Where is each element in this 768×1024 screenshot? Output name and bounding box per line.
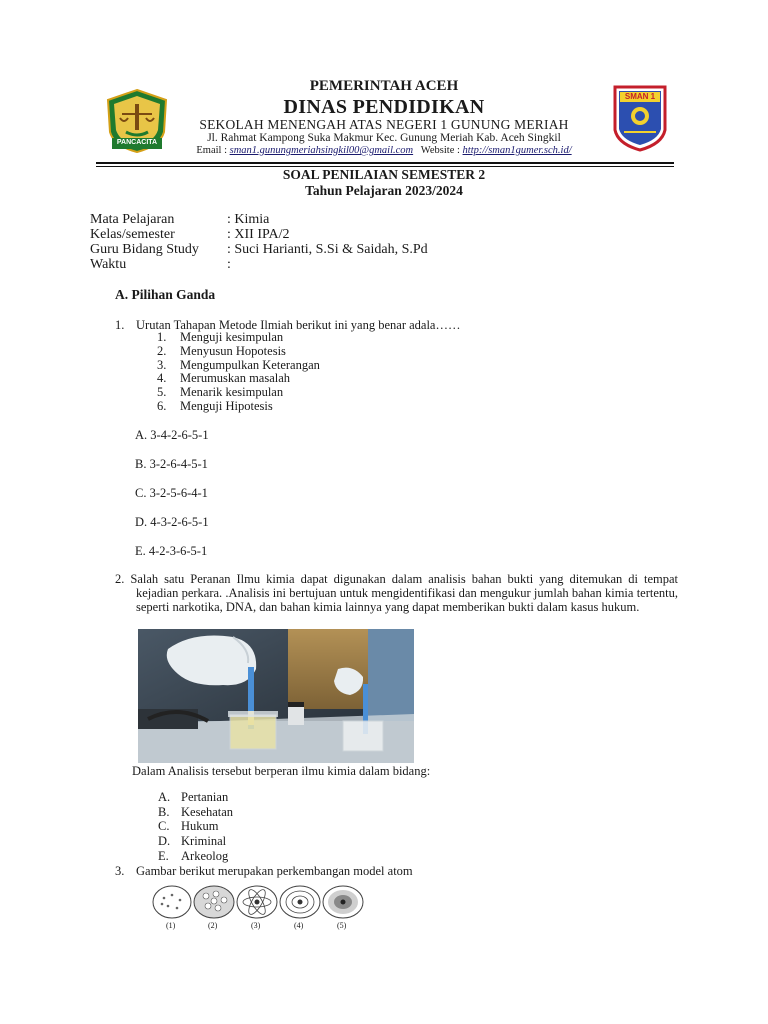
question-number: 3. — [115, 864, 125, 878]
info-label: Mata Pelajaran — [90, 212, 175, 227]
email-label: Email : — [196, 145, 227, 156]
question-text: Gambar berikut merupakan perkembangan model atom — [136, 864, 413, 878]
forensic-lab-photo — [138, 629, 414, 763]
atom-label: (5) — [337, 921, 347, 930]
info-label: Waktu — [90, 257, 127, 272]
atom-model-3 — [237, 886, 277, 918]
info-value: : — [227, 257, 231, 272]
question-number: 1. — [115, 318, 125, 332]
info-row — [90, 257, 490, 272]
info-value: : Suci Harianti, S.Si & Saidah, S.Pd — [227, 242, 428, 257]
school-logo-label: SMAN 1 — [624, 92, 656, 101]
question-text: Salah satu Peranan Ilmu kimia dapat digunakan dalam analisis bahan bukti yang ditemukan di tempat kejadian perkara. .Analisis ini bertujuan untuk mengidentifikasi dan mengukur jumlah bahan kimia tertentu, seperti narkotika, DNA, dan bahan kimia lainnya yang dapat memberikan bukti dalam kasus hukum. — [130, 572, 679, 614]
atom-model-1 — [153, 886, 191, 918]
info-value: : Kimia — [227, 212, 270, 227]
pancacita-label: PANCACITA — [116, 139, 158, 146]
website-label: Website : — [420, 145, 460, 156]
atom-label: (4) — [294, 921, 304, 930]
info-label: Guru Bidang Study — [90, 242, 199, 257]
exam-title: SOAL PENILAIAN SEMESTER 2 — [282, 167, 486, 182]
atom-model-2 — [194, 886, 234, 918]
info-row — [90, 212, 490, 227]
email-link[interactable]: sman1.gunungmeriahsingkil00@gmail.com — [229, 145, 414, 156]
atom-label: (3) — [251, 921, 261, 930]
answer-option-b[interactable]: B. 3-2-6-4-5-1 — [135, 457, 208, 471]
info-row — [90, 242, 490, 257]
website-link[interactable]: http://sman1gumer.sch.id/ — [462, 145, 572, 156]
answer-option-d[interactable]: D. 4-3-2-6-5-1 — [135, 515, 209, 529]
atom-model-5 — [323, 886, 363, 918]
letterhead-divider-thick — [96, 162, 674, 164]
atom-models-figure — [150, 885, 370, 935]
question-3 — [115, 864, 515, 879]
atom-label: (1) — [166, 921, 176, 930]
atom-label: (2) — [208, 921, 218, 930]
info-value: : XII IPA/2 — [227, 227, 290, 242]
answer-option-a[interactable]: A. 3-4-2-6-5-1 — [135, 428, 209, 442]
section-heading: A. Pilihan Ganda — [115, 287, 216, 302]
question-text: Urutan Tahapan Metode Ilmiah berikut ini yang benar adala…… — [136, 318, 461, 332]
letterhead-contact — [0, 145, 768, 156]
letterhead-government: PEMERINTAH ACEH — [309, 78, 459, 94]
letterhead-department: DINAS PENDIDIKAN — [283, 96, 485, 118]
exam-year: Tahun Pelajaran 2023/2024 — [305, 183, 463, 198]
info-label: Kelas/semester — [90, 227, 175, 242]
answer-option-e[interactable]: E. 4-2-3-6-5-1 — [135, 544, 208, 558]
letterhead-address: Jl. Rahmat Kampong Suka Makmur Kec. Gunung Meriah Kab. Aceh Singkil — [207, 132, 561, 144]
question-2-followup: Dalam Analisis tersebut berperan ilmu kimia dalam bidang: — [132, 764, 431, 778]
letterhead-school-name: SEKOLAH MENENGAH ATAS NEGERI 1 GUNUNG MERIAH — [199, 117, 569, 132]
question-number: 2. — [115, 572, 125, 586]
info-row — [90, 227, 490, 242]
atom-model-4 — [280, 886, 320, 918]
answer-option-c[interactable]: C. 3-2-5-6-4-1 — [135, 486, 208, 500]
question-2 — [115, 572, 678, 614]
